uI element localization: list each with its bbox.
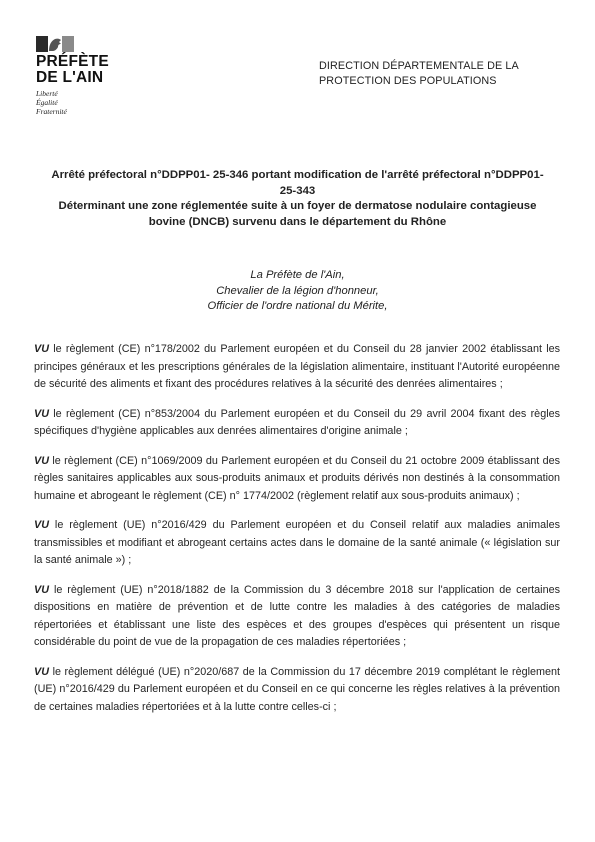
signatory-line: Officier de l'ordre national du Mérite, bbox=[207, 300, 388, 313]
department-header: DIRECTION DÉPARTEMENTALE DE LA PROTECTION DES POPULATIONS bbox=[319, 60, 519, 87]
consideration-item bbox=[34, 582, 560, 652]
consideration-keyword: VU bbox=[34, 583, 49, 596]
consideration-item bbox=[34, 664, 560, 717]
consideration-keyword: VU bbox=[34, 407, 49, 420]
consideration-text: le règlement (UE) n°2016/429 du Parlement européen et du Conseil relatif aux maladies animales transmissibles et modifiant et abrogeant certains actes dans le domaine de la santé animale (« législation sur la santé animale ») ; bbox=[34, 519, 560, 566]
signatory-line: Chevalier de la légion d'honneur, bbox=[216, 284, 379, 297]
signatory-line: La Préfète de l'Ain, bbox=[250, 269, 345, 281]
consideration-text: le règlement (CE) n°178/2002 du Parlement européen et du Conseil du 28 janvier 2002 établissant les principes généraux et les prescriptions générales de la législation alimentaire, instituant l'Autorité européenne de sécurité des aliments et fixant des procédures relatives à la sécurité des denrées alimentaires ; bbox=[34, 343, 560, 390]
marianne-flag-icon bbox=[36, 36, 74, 52]
consideration-item bbox=[34, 341, 560, 394]
decree-title-line: Arrêté préfectoral n°DDPP01- 25-346 portant modification de l'arrêté préfectoral n°DDPP01- bbox=[51, 169, 544, 181]
motto-egalite: Égalité bbox=[36, 98, 58, 107]
consideration-item bbox=[34, 517, 560, 570]
consideration-text: le règlement délégué (UE) n°2020/687 de la Commission du 17 décembre 2019 complétant le règlement (UE) n°2016/429 du Parlement européen et du Conseil en ce qui concerne les règles relatives à la prévention de certaines maladies répertoriées et à la lutte contre celles-ci ; bbox=[34, 665, 560, 713]
considerations-list bbox=[34, 341, 560, 716]
consideration-keyword: VU bbox=[34, 454, 49, 467]
decree-title-line: 25-343 bbox=[279, 184, 316, 197]
decree-title-line: Déterminant une zone réglementée suite à un foyer de dermatose nodulaire contagieuse bbox=[58, 200, 537, 213]
motto-liberte: Liberté bbox=[36, 89, 58, 98]
consideration-keyword: VU bbox=[34, 665, 49, 678]
motto-fraternite: Fraternité bbox=[36, 107, 67, 116]
prefecture-logo bbox=[36, 36, 116, 116]
decree-title-line: bovine (DNCB) survenu dans le département du Rhône bbox=[148, 215, 447, 228]
consideration-item bbox=[34, 406, 560, 441]
logo-title: PRÉFÈTE DE L'AIN bbox=[36, 53, 109, 86]
motto bbox=[36, 89, 116, 116]
consideration-keyword: VU bbox=[34, 343, 49, 355]
consideration-text: le règlement (CE) n°1069/2009 du Parlement européen et du Conseil du 21 octobre 2009 établissant des règles sanitaires applicables aux sous-produits animaux et produits dérivés non destinés à la consommation humaine et abrogeant le règlement (CE) n° 1774/2002 (règlement relatif aux sous-produits animaux) ; bbox=[34, 454, 560, 502]
consideration-text: le règlement (UE) n°2018/1882 de la Commission du 3 décembre 2018 sur l'application de certaines dispositions en matière de prévention et de lutte contre les maladies à des catégories de maladies répertoriées et établissant une liste des espèces et des groupes d'espèces qui présentent un risque considérable du point de vue de la propagation de ces maladies répertoriées ; bbox=[34, 583, 560, 648]
consideration-item bbox=[34, 453, 560, 506]
consideration-text: le règlement (CE) n°853/2004 du Parlement européen et du Conseil du 29 avril 2004 fixant des règles spécifiques d'hygiène applicables aux denrées alimentaires d'origine animale ; bbox=[34, 407, 560, 437]
decree-title bbox=[36, 168, 559, 230]
consideration-keyword: VU bbox=[34, 519, 49, 531]
signatory-block bbox=[36, 268, 559, 315]
